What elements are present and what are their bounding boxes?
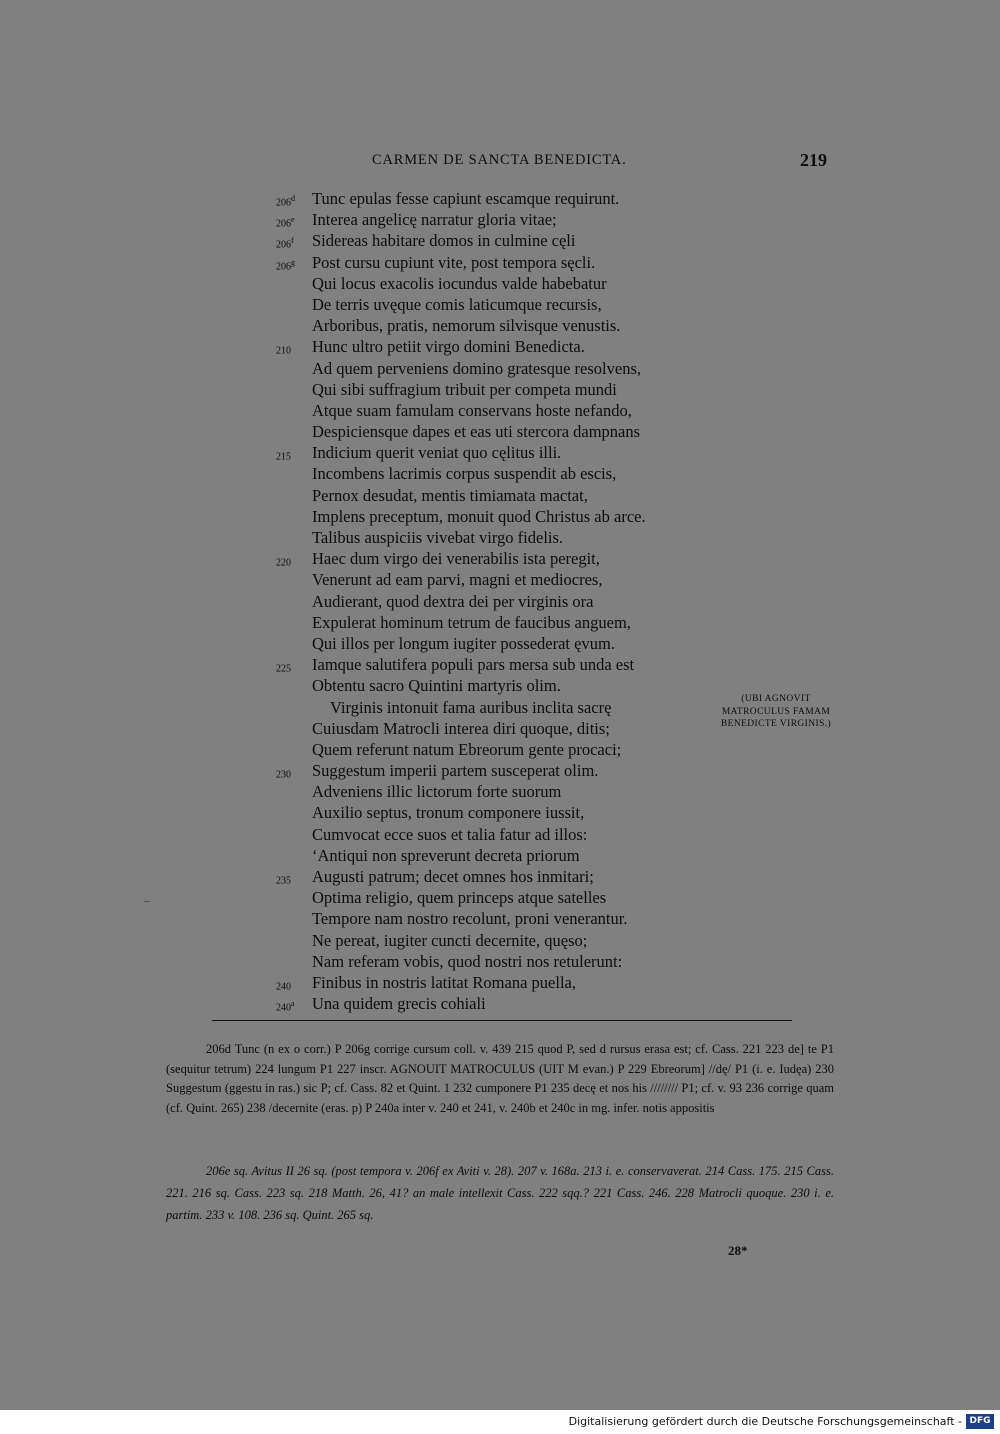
verse-line: [276, 612, 746, 633]
verse-line: [276, 887, 746, 908]
verse-line: [276, 569, 746, 590]
verse-line: [276, 209, 746, 230]
verse-line: [276, 718, 746, 739]
verse-text: Finibus in nostris latitat Romana puella,: [312, 972, 576, 992]
critical-apparatus: [166, 1040, 834, 1118]
verse-text: Obtentu sacro Quintini martyris olim.: [312, 676, 561, 696]
verse-text: Talibus auspiciis vivebat virgo fidelis.: [312, 528, 564, 547]
verse-line: [276, 252, 746, 273]
verse-text: Sidereas habitare domos in culmine cęli: [312, 231, 576, 251]
page-number: 219: [800, 150, 827, 170]
apparatus-text: 206d Tunc (n ex o corr.) P 206g corrige cursum coll. v. 439 215 quod P, sed d rursus erasa est; cf. Cass. 221 223 de] te P1 (sequitur tetrum) 224 lungum P1 227 inscr. AGNOUIT MATROCULUS (UIT M evan.) P 229 Ebreorum] //dę/ P1 (i. e. Iudęa) 230 Suggestum (ggestu in ras.) sic P; cf. Cass. 82 et Quint. 1 232 cumponere P1 235 decę et nos his //////// P1; cf. v. 93 236 corrige quam (cf. Quint. 265) 238 /decernite (eras. p) P 240a inter v. 240 et 241, v. 240b et 240c in mg. infer. notis appositis: [166, 1042, 834, 1115]
verse-number: 240$^a$: [276, 999, 295, 1014]
verse-text: Qui sibi suffragium tribuit per competa mundi: [312, 379, 617, 399]
verse-number: 230: [276, 769, 291, 781]
verse-line: [276, 379, 746, 400]
verse-text: Haec dum virgo dei venerabilis ista peregit,: [312, 549, 600, 569]
verse-line: [276, 993, 746, 1014]
verse-line: [276, 548, 746, 569]
verse-text: Augusti patrum; decet omnes hos inmitari;: [312, 867, 594, 886]
verse-text: Venerunt ad eam parvi, magni et mediocres,: [312, 570, 603, 590]
verse-line: [276, 781, 746, 802]
verse-text: Cumvocat ecce suos et talia fatur ad illos:: [312, 824, 588, 844]
verse-number: 206$^d$: [276, 194, 295, 209]
verse-text: Virginis intonuit fama auribus inclita sacrę: [330, 697, 612, 717]
margin-note: [712, 693, 840, 731]
verse-text: Indicium querit veniat quo cęlitus illi.: [312, 443, 562, 463]
verse-line: [276, 845, 746, 866]
verse-number: 210: [276, 345, 291, 357]
verse-line: [276, 633, 746, 654]
verse-text: Una quidem grecis cohiali: [312, 994, 486, 1014]
verse-line: [276, 802, 746, 823]
footer-bar: [0, 1410, 1000, 1434]
verse-text: Quem referunt natum Ebreorum gente procaci;: [312, 739, 622, 759]
scan-speck: [144, 901, 150, 902]
verse-line: [276, 527, 746, 548]
verse-line: [276, 654, 746, 675]
verse-number: 206$^g$: [276, 257, 295, 272]
verse-line: [276, 273, 746, 294]
verse-line: [276, 188, 746, 209]
verse-text: De terris uvęque comis laticumque recursis,: [312, 294, 602, 314]
funding-notice: Digitalisierung gefördert durch die Deutsche Forschungsgemeinschaft -: [568, 1415, 962, 1428]
verse-line: [276, 294, 746, 315]
poem-text: [276, 188, 746, 1014]
verse-text: Tunc epulas fesse capiunt escamque requirunt.: [312, 189, 620, 208]
verse-text: Hunc ultro petiit virgo domini Benedicta.: [312, 337, 585, 357]
verse-line: [276, 463, 746, 484]
verse-text: Incombens lacrimis corpus suspendit ab escis,: [312, 464, 617, 484]
verse-line: [276, 824, 746, 845]
verse-text: Cuiusdam Matrocli interea diri quoque, ditis;: [312, 718, 610, 738]
verse-text: Post cursu cupiunt vite, post tempora sęcli.: [312, 252, 596, 272]
verse-text: Adveniens illic lictorum forte suorum: [312, 782, 562, 802]
verse-number: 215: [276, 451, 291, 463]
verse-text: Expulerat hominum tetrum de faucibus anguem,: [312, 612, 631, 632]
verse-line: [276, 866, 746, 887]
verse-line: [276, 951, 746, 972]
verse-text: Iamque salutifera populi pars mersa sub unda est: [312, 655, 635, 675]
source-notes: [166, 1160, 834, 1226]
verse-text: Suggestum imperii partem susceperat olim.: [312, 761, 599, 781]
verse-line: [276, 930, 746, 951]
verse-line: [276, 336, 746, 357]
verse-text: Qui locus exacolis iocundus valde habebatur: [312, 273, 607, 293]
verse-text: Ad quem perveniens domino gratesque resolvens,: [312, 358, 642, 378]
verse-line: [276, 697, 746, 718]
verse-text: Arboribus, pratis, nemorum silvisque venustis.: [312, 316, 621, 336]
verse-text: Pernox desudat, mentis timiamata mactat,: [312, 485, 588, 505]
verse-line: [276, 442, 746, 463]
verse-text: Nam referam vobis, quod nostri nos retulerunt:: [312, 951, 623, 971]
verse-line: [276, 908, 746, 929]
verse-text: Despiciensque dapes et eas uti stercora dampnans: [312, 422, 641, 442]
verse-line: [276, 972, 746, 993]
verse-line: [276, 421, 746, 442]
verse-line: [276, 400, 746, 421]
verse-text: Implens preceptum, monuit quod Christus ab arce.: [312, 506, 646, 526]
printer-signature: 28*: [728, 1243, 748, 1258]
verse-number: 235: [276, 875, 291, 887]
verse-number: 206$^f$: [276, 236, 294, 251]
verse-line: [276, 675, 746, 696]
verse-text: Interea angelicę narratur gloria vitae;: [312, 210, 557, 230]
page-header: [0, 148, 1000, 174]
verse-text: Atque suam famulam conservans hoste nefando,: [312, 400, 632, 420]
source-notes-text: 206e sq. Avitus II 26 sq. (post tempora v. 206f ex Aviti v. 28). 207 v. 168a. 213 i. e. conservaverat. 214 Cass. 175. 215 Cass. 221. 216 sq. Cass. 223 sq. 218 Matth. 26, 41? an male intellexit Cass. 222 sqq.? 221 Cass. 246. 228 Matrocli quoque. 230 i. e. partim. 233 v. 108. 236 sq. Quint. 265 sq.: [166, 1164, 834, 1222]
verse-text: Ne pereat, iugiter cuncti decernite, quęso;: [312, 930, 588, 950]
verse-number: 240: [276, 981, 291, 993]
verse-number: 206e: [276, 215, 295, 230]
verse-line: [276, 760, 746, 781]
verse-number: 220: [276, 557, 291, 569]
verse-line: [276, 591, 746, 612]
verse-text: Qui illos per longum iugiter possederat ęvum.: [312, 633, 615, 653]
footnote-rule: [212, 1020, 792, 1021]
margin-note-line: (UBI AGNOVIT: [741, 694, 811, 704]
verse-text: ‘Antiqui non spreverunt decreta priorum: [312, 845, 580, 865]
verse-line: [276, 485, 746, 506]
dfg-logo: DFG: [966, 1414, 994, 1429]
verse-line: [276, 358, 746, 379]
verse-line: [276, 739, 746, 760]
verse-text: Tempore nam nostro recolunt, proni venerantur.: [312, 909, 628, 929]
verse-text: Audierant, quod dextra dei per virginis ora: [312, 591, 594, 611]
margin-note-line: MATROCULUS FAMAM: [721, 706, 831, 717]
verse-number: 225: [276, 663, 291, 675]
verse-line: [276, 315, 746, 336]
running-title: CARMEN DE SANCTA BENEDICTA.: [372, 152, 627, 168]
verse-line: [276, 506, 746, 527]
margin-note-line: BENEDICTE VIRGINIS.): [720, 719, 832, 729]
verse-text: Optima religio, quem princeps atque satelles: [312, 888, 607, 908]
verse-text: Auxilio septus, tronum componere iussit,: [312, 803, 585, 823]
verse-line: [276, 230, 746, 251]
